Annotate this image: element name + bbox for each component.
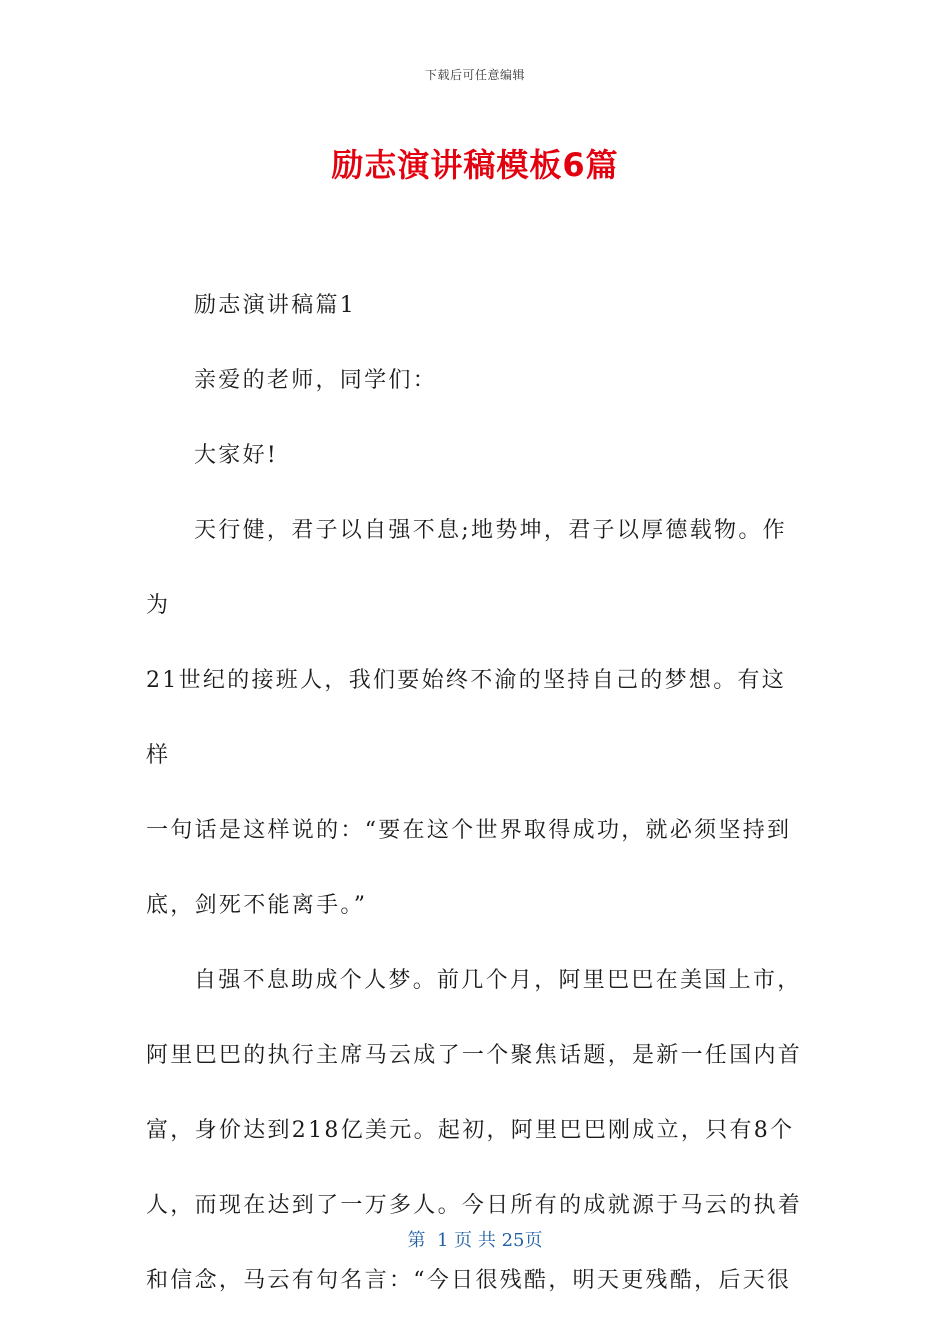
paragraph-1-line: 底，剑死不能离手。” bbox=[146, 893, 368, 918]
salutation: 亲爱的老师，同学们： bbox=[194, 368, 438, 393]
header-note: 下载后可任意编辑 bbox=[424, 68, 525, 82]
page-number: 第 1 页 共 25页 bbox=[407, 1230, 543, 1251]
paragraph-2-line: 富，身价达到218亿美元。起初，阿里巴巴刚成立，只有8个 bbox=[146, 1118, 795, 1143]
paragraph-1-line: 一句话是这样说的：“要在这个世界取得成功，就必须坚持到 bbox=[146, 818, 792, 843]
paragraph-2-line: 自强不息助成个人梦。前几个月，阿里巴巴在美国上市， bbox=[194, 968, 802, 993]
greeting: 大家好! bbox=[194, 443, 279, 468]
paragraph-1-line: 天行健，君子以自强不息;地势坤，君子以厚德载物。作为 bbox=[146, 518, 787, 618]
paragraph-1-line: 21世纪的接班人，我们要始终不渝的坚持自己的梦想。有这样 bbox=[146, 668, 787, 768]
section-heading: 励志演讲稿篇1 bbox=[194, 293, 357, 318]
document-body bbox=[146, 268, 806, 1318]
paragraph-2-line: 和信念，马云有句名言：“今日很残酷，明天更残酷，后天很 bbox=[146, 1268, 792, 1293]
paragraph-2-line: 阿里巴巴的执行主席马云成了一个聚焦话题，是新一任国内首 bbox=[146, 1043, 803, 1068]
paragraph-2-line: 人，而现在达到了一万多人。今日所有的成就源于马云的执着 bbox=[146, 1193, 803, 1218]
document-title: 励志演讲稿模板6篇 bbox=[331, 146, 619, 184]
